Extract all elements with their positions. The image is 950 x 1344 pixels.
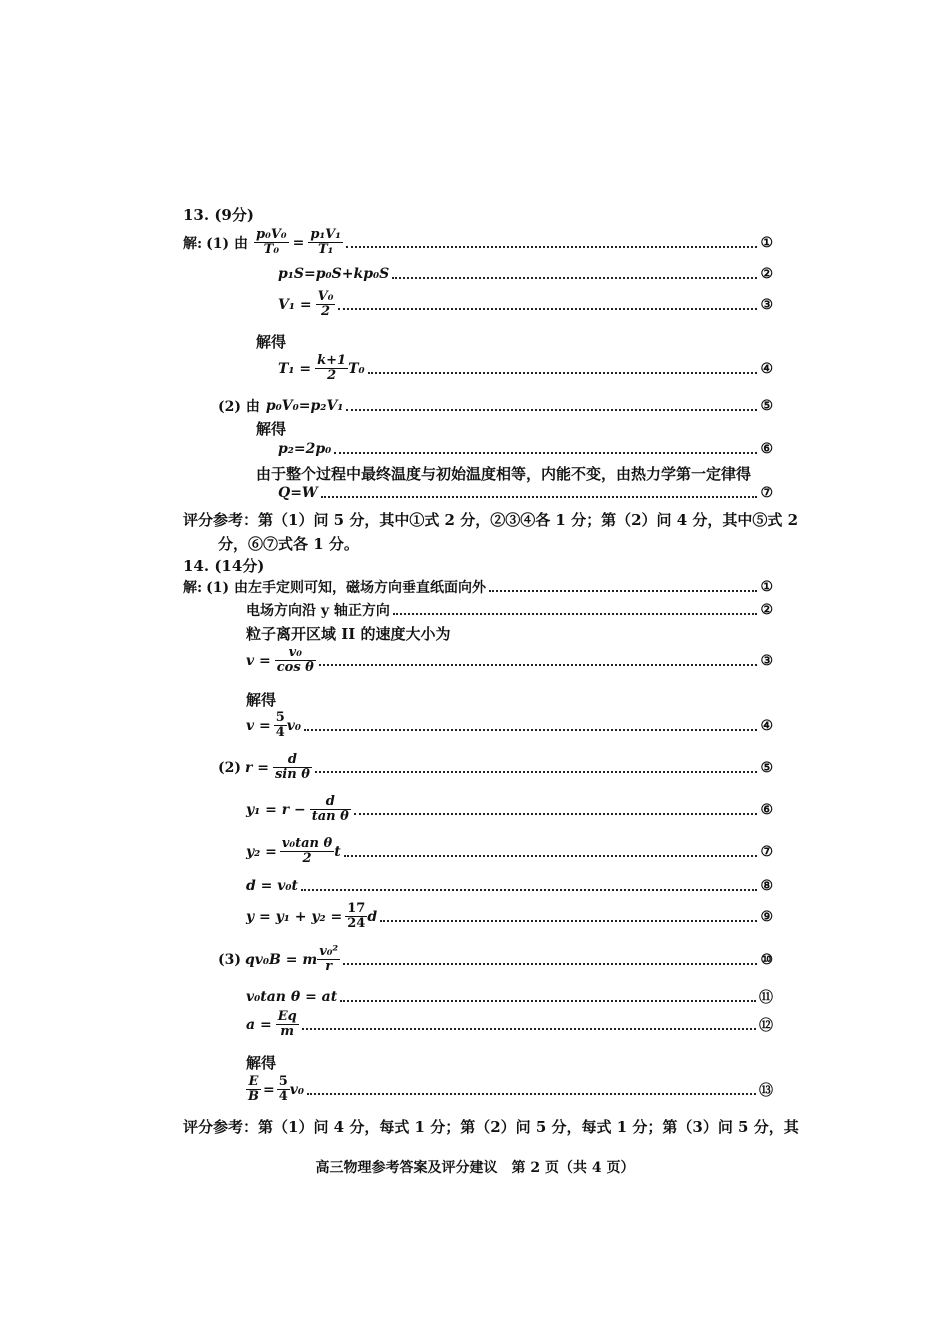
leader-dots — [338, 308, 757, 310]
q14-mark-10: ⑩ — [760, 951, 773, 968]
leader-dots — [340, 1000, 756, 1002]
q14-eq9-row — [246, 902, 773, 932]
q14-eq9-tail: d — [367, 908, 378, 925]
leader-dots — [301, 889, 757, 891]
q14-eq6-lhs: y₁ = r − — [246, 801, 306, 818]
q14-mark-11: ⑪ — [759, 990, 773, 1006]
leader-dots — [346, 246, 758, 248]
q13-mark-1: ① — [760, 234, 773, 251]
q13-eq1-row — [183, 228, 773, 258]
leader-dots — [334, 452, 757, 454]
leader-dots — [368, 372, 758, 374]
q13-grading-line1: 评分参考：第（1）问 5 分，其中①式 2 分，②③④各 1 分；第（2）问 4 分，其中⑤式 2 — [183, 511, 799, 529]
q14-eq7-tail: t — [334, 843, 341, 860]
q14-eq10-lhs: qv₀B = m — [245, 951, 318, 968]
q14-eq3-frac: $\frac{\text{v₀}}{\text{cos θ}}$ — [276, 645, 314, 676]
page-footer: 高三物理参考答案及评分建议 第 2 页（共 4 页） — [315, 1160, 635, 1176]
q14-eq5-lhs: r = — [245, 759, 269, 776]
q14-part3-label: (3) — [218, 951, 241, 968]
q14-eq7-lhs: y₂ = — [246, 843, 277, 860]
q14-mark-4: ④ — [760, 717, 773, 734]
q14-eq11: v₀tan θ = at — [246, 989, 338, 1005]
q14-mark-2: ② — [760, 602, 773, 618]
q13-mark-4: ④ — [760, 360, 773, 377]
q14-eq6-row — [246, 795, 773, 825]
q13-header: 13. (9分) — [183, 206, 254, 224]
q14-eq3-row — [246, 646, 773, 676]
q14-jiede-2: 解得 — [246, 1054, 277, 1072]
q14-eq6-frac: $\frac{d}{\text{tan θ}}$ — [311, 794, 349, 825]
q13-note: 由于整个过程中最终温度与初始温度相等，内能不变，由热力学第一定律得 — [256, 465, 752, 483]
q14-eq13-frac2: $\frac{5}{4}$ — [278, 1074, 288, 1105]
q14-mark-8: ⑧ — [760, 878, 773, 894]
q14-eq12-row — [246, 1010, 773, 1040]
leader-dots — [302, 1028, 756, 1030]
q13-eq1-equals: = — [292, 234, 305, 251]
q13-eq5: p₀V₀=p₂V₁ — [265, 398, 344, 414]
leader-dots — [321, 496, 758, 498]
q14-mark-5: ⑤ — [760, 759, 773, 776]
q13-eq4-lhs: T₁ = — [278, 360, 312, 377]
q14-part2-label: (2) — [218, 759, 241, 776]
q14-eq9-frac: $\frac{17}{24}$ — [347, 901, 366, 932]
q13-eq4-tail: T₀ — [348, 360, 365, 377]
q13-solution-label: 解: — [183, 235, 203, 252]
q14-eq11-row — [246, 987, 773, 1007]
q14-line1-row — [183, 577, 773, 597]
q13-eq4-row — [278, 354, 773, 384]
q13-part1-label: (1) 由 — [206, 235, 249, 252]
q14-mark-3: ③ — [760, 652, 773, 669]
q14-mark-13: ⑬ — [759, 1082, 773, 1099]
q14-eq10-row — [218, 945, 773, 975]
q14-eq4-lhs: v = — [246, 717, 271, 734]
q13-eq2: p₁S=p₀S+kp₀S — [278, 266, 390, 282]
q13-eq3-frac: $\frac{\text{V₀}}{2}$ — [317, 289, 334, 320]
q13-eq4-frac: $\frac{k+1}{2}$ — [317, 353, 347, 384]
q13-grading-line2: 分，⑥⑦式各 1 分。 — [218, 535, 359, 553]
q14-eq9-lhs: y = y₁ + y₂ = — [246, 908, 343, 925]
q14-mark-9: ⑨ — [760, 908, 773, 925]
q13-mark-6: ⑥ — [760, 441, 773, 457]
leader-dots — [354, 813, 758, 815]
q13-eq1-right-frac: $\frac{\text{p₁V₁}}{\text{T₁}}$ — [310, 227, 341, 258]
leader-dots — [489, 590, 757, 592]
q14-solution-label: 解: — [183, 580, 203, 596]
q14-line2-row — [246, 600, 773, 620]
q14-mark-1: ① — [760, 579, 773, 595]
leader-dots — [392, 277, 757, 279]
leader-dots — [307, 1093, 756, 1095]
q14-mark-12: ⑫ — [759, 1017, 773, 1034]
q14-eq10-frac: $\frac{\text{v₀²}}{r}$ — [319, 944, 339, 975]
leader-dots — [393, 613, 758, 615]
q14-mark-7: ⑦ — [760, 843, 773, 860]
q14-eq13-tail: v₀ — [289, 1081, 305, 1098]
q14-jiede-1: 解得 — [246, 691, 277, 709]
q13-jiede-2: 解得 — [256, 420, 287, 438]
q13-eq6: p₂=2p₀ — [278, 441, 332, 457]
q14-header: 14. (14分) — [183, 557, 265, 575]
q13-part2-label: (2) 由 — [218, 399, 260, 415]
q14-eq4-tail: v₀ — [286, 717, 302, 734]
q14-line1: (1) 由左手定则可知，磁场方向垂直纸面向外 — [206, 580, 487, 596]
q14-eq7-row — [246, 837, 773, 867]
q13-eq5-row — [218, 396, 773, 416]
q14-eq5-frac: $\frac{d}{\text{sin θ}}$ — [274, 752, 310, 783]
q13-mark-5: ⑤ — [760, 398, 773, 414]
q13-eq1-left-frac: $\frac{\text{p₀V₀}}{\text{T₀}}$ — [256, 227, 287, 258]
q14-eq12-lhs: a = — [246, 1016, 272, 1033]
q14-eq8: d = v₀t — [246, 878, 299, 894]
q14-eq4-row — [246, 711, 773, 741]
q14-line3: 粒子离开区域 II 的速度大小为 — [246, 625, 451, 643]
q13-jiede-1: 解得 — [256, 333, 287, 351]
leader-dots — [319, 664, 758, 666]
q14-eq13-frac1: $\frac{E}{B}$ — [248, 1074, 259, 1105]
leader-dots — [315, 771, 758, 773]
q14-eq12-frac: $\frac{Eq}{m}$ — [277, 1009, 297, 1040]
q14-eq13-row — [246, 1075, 773, 1105]
leader-dots — [344, 855, 758, 857]
leader-dots — [343, 963, 757, 965]
q13-eq7-row — [278, 485, 773, 501]
q13-eq3-row — [278, 290, 773, 320]
leader-dots — [304, 729, 757, 731]
q14-eq3-lhs: v = — [246, 652, 271, 669]
leader-dots — [380, 920, 757, 922]
q14-eq8-row — [246, 878, 773, 894]
leader-dots — [346, 409, 757, 411]
q13-eq6-row — [278, 441, 773, 457]
q14-grading: 评分参考：第（1）问 4 分，每式 1 分；第（2）问 5 分，每式 1 分；第（3）问 5 分，其 — [183, 1118, 799, 1136]
q13-mark-2: ② — [760, 266, 773, 282]
q13-eq3-lhs: V₁ = — [278, 296, 312, 313]
q14-mark-6: ⑥ — [760, 801, 773, 818]
q13-mark-3: ③ — [760, 296, 773, 313]
q13-mark-7: ⑦ — [760, 485, 773, 501]
q14-line2: 电场方向沿 y 轴正方向 — [246, 603, 390, 619]
q14-eq7-frac: $\frac{\text{v₀tan θ}}{2}$ — [281, 836, 333, 867]
q14-eq13-equals: = — [263, 1081, 275, 1098]
q14-eq5-row — [218, 753, 773, 783]
q13-eq2-row — [278, 266, 773, 282]
q13-eq7: Q=W — [278, 485, 318, 501]
q14-eq4-frac: $\frac{5}{4}$ — [275, 710, 285, 741]
